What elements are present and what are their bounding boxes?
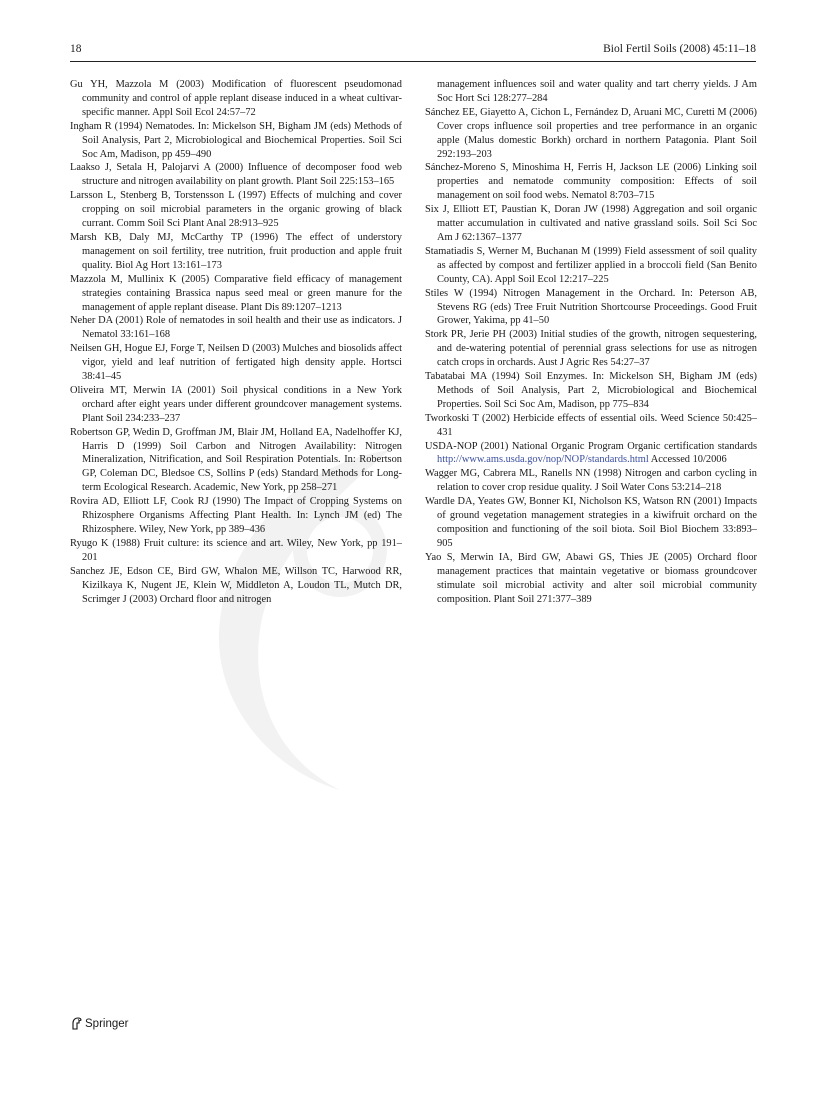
reference-entry: Ryugo K (1988) Fruit culture: its science and art. Wiley, New York, pp 191–201: [70, 537, 402, 563]
reference-entry: Wagger MG, Cabrera ML, Ranells NN (1998) Nitrogen and carbon cycling in relation to cover crop residue quality. J Soil Water Cons 53:214–218: [425, 468, 757, 494]
reference-entry: Oliveira MT, Merwin IA (2001) Soil physical conditions in a New York orchard after eight years under different groundcover management systems. Plant Soil 234:233–237: [70, 384, 402, 424]
reference-entry: Neher DA (2001) Role of nematodes in soil health and their use as indicators. J Nematol 33:161–168: [70, 315, 402, 341]
reference-entry: Stork PR, Jerie PH (2003) Initial studies of the growth, nitrogen sequestering, and de-watering potential of perennial grass selections for use as nitrogen catch crops in orchards. Aust J Agric Res 54:27–37: [425, 329, 757, 369]
reference-entry: Marsh KB, Daly MJ, McCarthy TP (1996) The effect of understory management on soil fertility, tree nutrition, fruit production and apple fruit quality. Biol Ag Hort 13:161–173: [70, 231, 402, 271]
reference-entry: Tworkoski T (2002) Herbicide effects of essential oils. Weed Science 50:425–431: [425, 412, 757, 438]
springer-horse-icon: [70, 1017, 82, 1030]
reference-entry: Gu YH, Mazzola M (2003) Modification of fluorescent pseudomonad community and control of apple replant disease induced in a wheat cultivar-specific manner. Appl Soil Ecol 24:57–72: [70, 79, 402, 118]
reference-text: Accessed 10/2006: [648, 454, 727, 466]
references-left-column: [70, 78, 402, 606]
reference-entry: Yao S, Merwin IA, Bird GW, Abawi GS, Thies JE (2005) Orchard floor management practices that maintain vegetative or biomass groundcover stimulate soil microbial activity and alter soil microbial community composition. Plant Soil 271:377–389: [425, 551, 757, 605]
footer: [70, 1017, 128, 1030]
reference-entry: Laakso J, Setala H, Palojarvi A (2000) Influence of decomposer food web structure and nitrogen availability on plant growth. Plant Soil 225:153–165: [70, 162, 402, 188]
reference-entry: Robertson GP, Wedin D, Groffman JM, Blair JM, Holland EA, Nadelhoffer KJ, Harris D (1999) Soil Carbon and Nitrogen Availability: Nitrogen Mineralization, Nitrification, and Soil Respiration Potentials. In: Robertson GP, Coleman DC, Bledsoe CS, Sollins P (eds) Standard Methods for Long-term Ecological Research. Academic, New York, pp 258–271: [70, 426, 402, 494]
reference-entry: Sánchez EE, Giayetto A, Cichon L, Fernández D, Aruani MC, Curetti M (2006) Cover crops influence soil properties and tree performance in an organic apple (Malus domestic Borkh) orchard in northern Patagonia. Plant Soil 292:193–203: [425, 106, 757, 160]
usda-standards-link[interactable]: http://www.ams.usda.gov/nop/NOP/standards.html: [437, 454, 649, 466]
reference-entry: Stamatiadis S, Werner M, Buchanan M (1999) Field assessment of soil quality as affected by compost and fertilizer applied in a broccoli field (San Benito County, CA). Appl Soil Ecol 12:217–225: [425, 245, 757, 285]
journal-citation: Biol Fertil Soils (2008) 45:11–18: [603, 43, 756, 55]
header-rule: [70, 61, 756, 62]
reference-entry: Mazzola M, Mullinix K (2005) Comparative field efficacy of management strategies containing Brassica napus seed meal or green manure for the management of apple replant disease. Plant Dis 89:1207–1213: [70, 273, 402, 313]
reference-text: USDA-NOP (2001) National Organic Program Organic certification standards: [425, 440, 757, 452]
reference-entry: Sánchez-Moreno S, Minoshima H, Ferris H, Jackson LE (2006) Linking soil properties and nematode community composition: Effects of soil management on soil food webs. Nematol 8:703–715: [425, 162, 757, 202]
references-right-column: [425, 78, 757, 606]
reference-entry: Six J, Elliott ET, Paustian K, Doran JW (1998) Aggregation and soil organic matter accumulation in cultivated and native grassland soils. Soil Sci Soc Am J 62:1367–1377: [425, 204, 757, 243]
reference-entry-usda: [425, 440, 757, 468]
reference-entry: Ingham R (1994) Nematodes. In: Mickelson SH, Bigham JM (eds) Methods of Soil Analysis, Part 2, Microbiological and Biochemical Properties. Soil Sci Soc Am, Madison, pp 459–490: [70, 120, 402, 160]
reference-entry: Tabatabai MA (1994) Soil Enzymes. In: Mickelson SH, Bigham JM (eds) Methods of Soil Analysis, Part 2, Microbiological and Biochemical Properties. Soil Sci Soc Am, Madison, pp 775–834: [425, 371, 757, 410]
reference-entry: Neilsen GH, Hogue EJ, Forge T, Neilsen D (2003) Mulches and biosolids affect vigor, yield and leaf nutrition of fertigated high density apple. Hortsci 38:41–45: [70, 343, 402, 383]
reference-entry: Sanchez JE, Edson CE, Bird GW, Whalon ME, Willson TC, Harwood RR, Kizilkaya K, Nugent JE, Klein W, Middleton A, Loudon TL, Mutch DR, Scrimger J (2003) Orchard floor and nitrogen: [70, 565, 402, 605]
reference-continuation: management influences soil and water quality and tart cherry yields. J Am Soc Hort Sci 128:277–284: [437, 79, 757, 104]
page-number: 18: [70, 43, 82, 55]
reference-entry: Stiles W (1994) Nitrogen Management in the Orchard. In: Peterson AB, Stevens RG (eds) Tree Fruit Nutrition Shortcourse Proceedings. Good Fruit Grower, Yakima, pp 41–50: [425, 287, 757, 327]
reference-entry: Wardle DA, Yeates GW, Bonner KI, Nicholson KS, Watson RN (2001) Impacts of ground vegetation management strategies in a kiwifruit orchard on the composition and functioning of the soil biota. Soil Biol Biochem 33:893–905: [425, 496, 757, 549]
reference-entry: Larsson L, Stenberg B, Torstensson L (1997) Effects of mulching and cover cropping on soil microbial parameters in the organic growing of black currant. Comm Soil Sci Plant Anal 28:913–925: [70, 190, 402, 230]
publisher-name: Springer: [85, 1017, 129, 1030]
reference-entry: Rovira AD, Elliott LF, Cook RJ (1990) The Impact of Cropping Systems on Rhizosphere Organisms Affecting Plant Health. In: Lynch JM (ed) The Rhizosphere. Wiley, New York, pp 389–436: [70, 496, 402, 535]
